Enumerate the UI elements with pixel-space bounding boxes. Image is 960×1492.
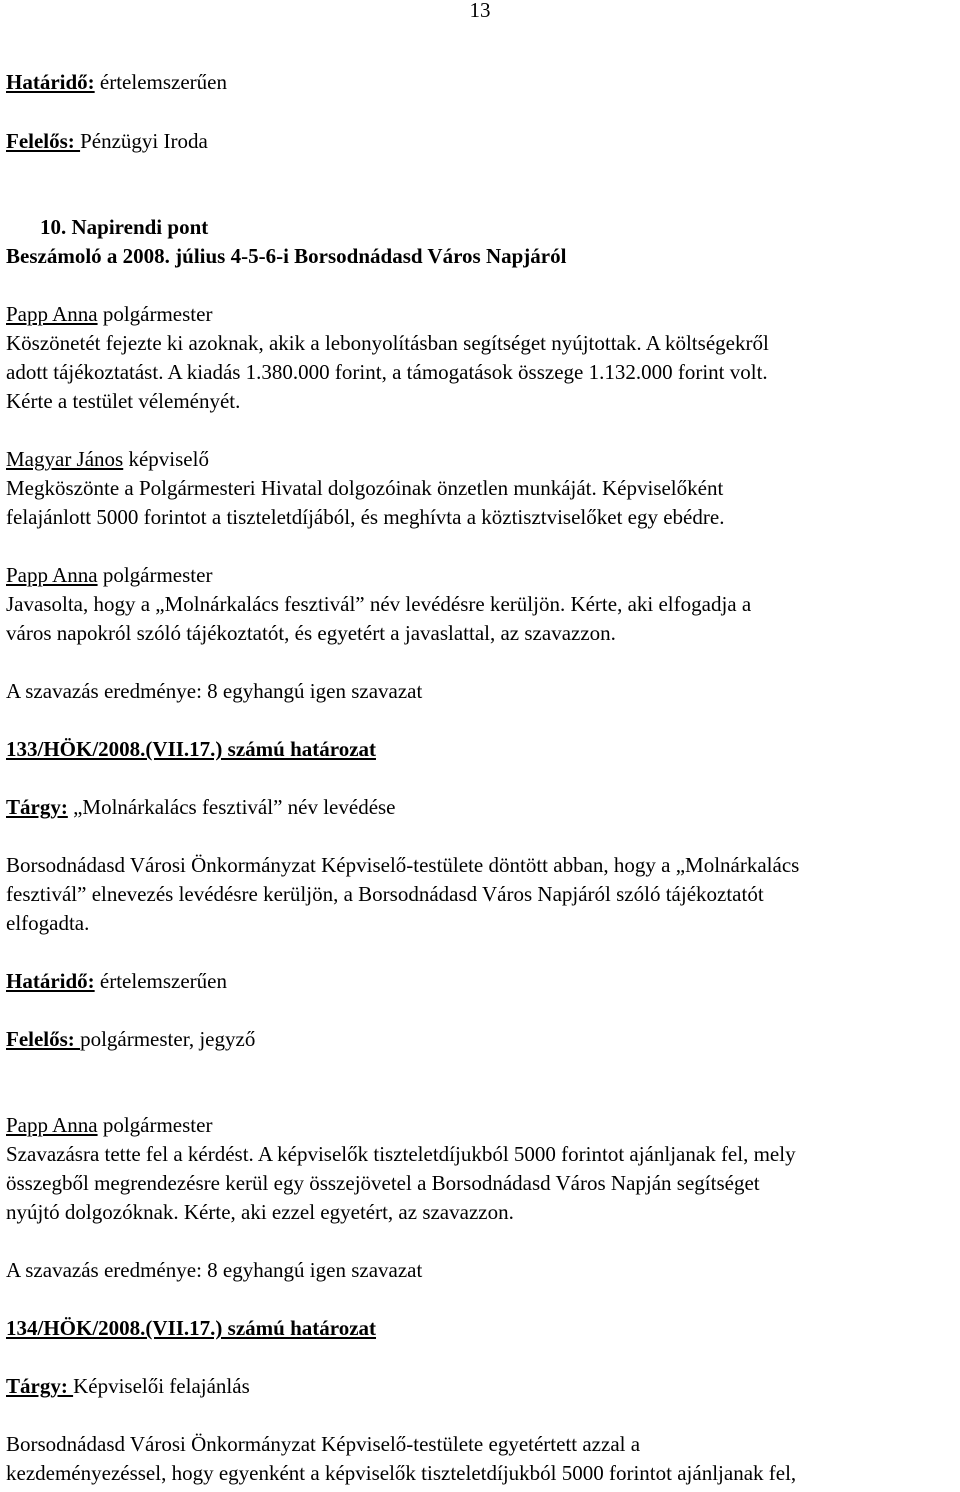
speech-line: Megköszönte a Polgármesteri Hivatal dolgozóinak önzetlen munkáját. Képviselőként — [6, 476, 724, 500]
resolution-text-line: fesztivál” elnevezés levédésre kerüljön, a Borsodnádasd Város Napjáról szóló tájékoztatót — [6, 882, 764, 906]
deadline-line — [6, 967, 955, 996]
speaker-role: polgármester — [97, 1113, 213, 1137]
deadline-label: Határidő: — [6, 70, 95, 94]
subject-label: Tárgy: — [6, 1374, 74, 1398]
responsible-value: polgármester, jegyző — [80, 1027, 256, 1051]
resolution-text-line: Borsodnádasd Városi Önkormányzat Képviselő-testülete egyetértett azzal a — [6, 1432, 641, 1456]
speaker-line — [6, 445, 955, 474]
speaker-line — [6, 300, 955, 329]
resolution-id: 134/HÖK/2008.(VII.17.) számú határozat — [6, 1316, 377, 1340]
responsible-label: Felelős: — [6, 1027, 81, 1051]
speech-line: Kérte a testület véleményét. — [6, 389, 241, 413]
resolution-text-line: Borsodnádasd Városi Önkormányzat Képviselő-testülete döntött abban, hogy a „Molnárkalács — [6, 853, 800, 877]
speaker-line — [6, 1111, 955, 1140]
speaker-role: polgármester — [97, 302, 213, 326]
subject-label: Tárgy: — [6, 795, 68, 819]
resolution-id: 133/HÖK/2008.(VII.17.) számú határozat — [6, 737, 377, 761]
speaker-name: Magyar János — [6, 447, 124, 471]
speech-line: Javasolta, hogy a „Molnárkalács fesztivál” név levédésre kerüljön. Kérte, aki elfogadja a — [6, 592, 752, 616]
subject-value: „Molnárkalács fesztivál” név levédése — [67, 795, 396, 819]
deadline-value: értelemszerűen — [94, 70, 227, 94]
speech-line: Szavazásra tette fel a kérdést. A képviselők tiszteletdíjukból 5000 forintot ajánljanak fel, mely — [6, 1142, 796, 1166]
page-number: 13 — [469, 0, 491, 22]
speaker-line — [6, 561, 955, 590]
speaker-name: Papp Anna — [6, 302, 98, 326]
speech-line: város napokról szóló tájékoztatót, és egyetért a javaslattal, az szavazzon. — [6, 621, 616, 645]
speaker-role: képviselő — [123, 447, 209, 471]
resolution-subject — [6, 793, 955, 822]
speaker-role: polgármester — [97, 563, 213, 587]
speaker-name: Papp Anna — [6, 563, 98, 587]
responsible-label: Felelős: — [6, 129, 81, 153]
speech-line: Köszönetét fejezte ki azoknak, akik a lebonyolításban segítséget nyújtottak. A költségekről — [6, 331, 769, 355]
agenda-title: Beszámoló a 2008. július 4-5-6-i Borsodnádasd Város Napjáról — [6, 244, 567, 268]
vote-result: A szavazás eredménye: 8 egyhangú igen szavazat — [6, 679, 423, 703]
resolution-subject — [6, 1372, 955, 1401]
speech-line: felajánlott 5000 forintot a tiszteletdíjából, és meghívta a köztisztviselőket egy ebédre. — [6, 505, 725, 529]
deadline-line — [6, 68, 955, 97]
responsible-line — [6, 1025, 955, 1054]
vote-result: A szavazás eredménye: 8 egyhangú igen szavazat — [6, 1258, 423, 1282]
speaker-name: Papp Anna — [6, 1113, 98, 1137]
responsible-value: Pénzügyi Iroda — [80, 129, 208, 153]
speech-line: összegből megrendezésre kerül egy összejövetel a Borsodnádasd Város Napján segítséget — [6, 1171, 760, 1195]
agenda-number: 10. Napirendi pont — [40, 215, 209, 239]
deadline-value: értelemszerűen — [94, 969, 227, 993]
subject-value: Képviselői felajánlás — [73, 1374, 250, 1398]
deadline-label: Határidő: — [6, 969, 95, 993]
speech-line: nyújtó dolgozóknak. Kérte, aki ezzel egyetért, az szavazzon. — [6, 1200, 514, 1224]
speech-line: adott tájékoztatást. A kiadás 1.380.000 forint, a támogatások összege 1.132.000 forint volt. — [6, 360, 768, 384]
resolution-text-line: kezdeményezéssel, hogy egyenként a képviselők tiszteletdíjukból 5000 forintot ajánljanak fel, — [6, 1461, 797, 1485]
resolution-text-line: elfogadta. — [6, 911, 90, 935]
responsible-line — [6, 127, 955, 156]
